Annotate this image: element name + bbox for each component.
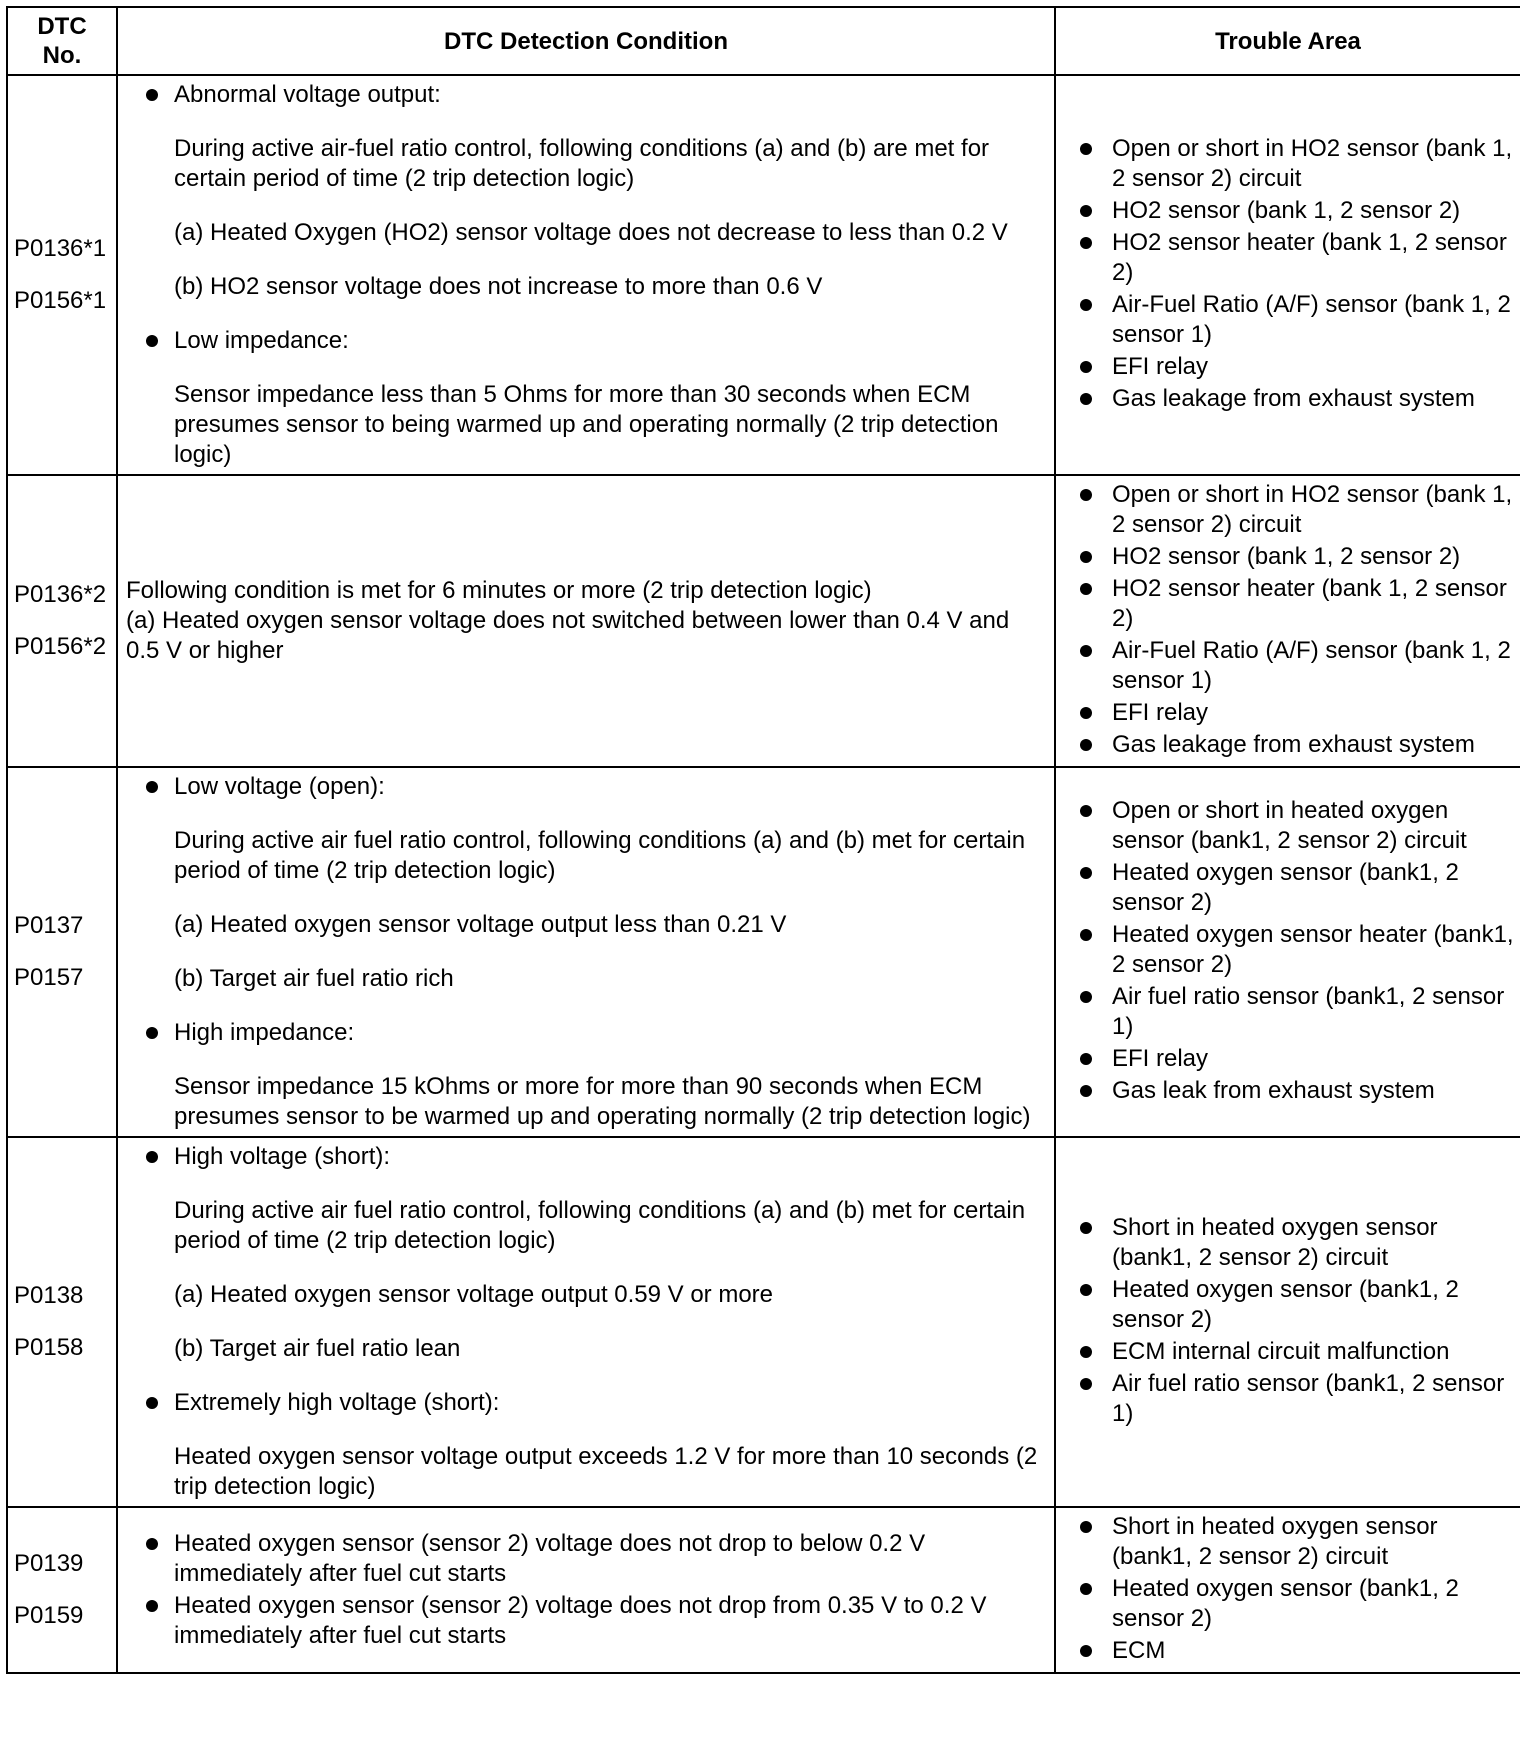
trouble-area-item: Gas leakage from exhaust system [1066, 730, 1514, 760]
trouble-area-item: HO2 sensor (bank 1, 2 sensor 2) [1066, 542, 1514, 572]
condition-bullet: High impedance: [124, 1018, 1048, 1048]
trouble-area-item: Air-Fuel Ratio (A/F) sensor (bank 1, 2 sensor 1) [1066, 290, 1514, 350]
dtc-table-container [6, 6, 1520, 1674]
trouble-area-item: Gas leak from exhaust system [1066, 1076, 1514, 1106]
table-row [7, 1507, 1520, 1673]
trouble-area-item: Short in heated oxygen sensor (bank1, 2 sensor 2) circuit [1066, 1512, 1514, 1572]
trouble-area-list [1066, 796, 1514, 1106]
condition-text: During active air fuel ratio control, following conditions (a) and (b) met for certain period of time (2 trip detection logic) [174, 1197, 1026, 1254]
table-row [7, 75, 1520, 475]
detection-condition-cell [117, 767, 1055, 1137]
condition-text: Following condition is met for 6 minutes or more (2 trip detection logic) [126, 577, 872, 604]
header-dtc-no-label: DTC No. [37, 13, 87, 69]
detection-condition-cell [117, 75, 1055, 475]
dtc-code: P0139 [14, 1550, 84, 1577]
condition-bullet: Low voltage (open): [124, 772, 1048, 802]
trouble-area-cell [1055, 475, 1520, 767]
dtc-code-cell [7, 1507, 117, 1673]
condition-text: (b) Target air fuel ratio lean [174, 1335, 461, 1362]
trouble-area-item: HO2 sensor heater (bank 1, 2 sensor 2) [1066, 228, 1514, 288]
trouble-area-item: Air-Fuel Ratio (A/F) sensor (bank 1, 2 sensor 1) [1066, 636, 1514, 696]
header-trouble-area: Trouble Area [1055, 7, 1520, 75]
dtc-code-cell [7, 767, 117, 1137]
trouble-area-list [1066, 134, 1514, 414]
trouble-area-item: Heated oxygen sensor (bank1, 2 sensor 2) [1066, 1275, 1514, 1335]
condition-text: During active air fuel ratio control, following conditions (a) and (b) met for certain period of time (2 trip detection logic) [174, 827, 1026, 884]
trouble-area-item: Open or short in heated oxygen sensor (bank1, 2 sensor 2) circuit [1066, 796, 1514, 856]
condition-bullet: Abnormal voltage output: [124, 80, 1048, 110]
dtc-code-cell [7, 1137, 117, 1507]
trouble-area-item: Air fuel ratio sensor (bank1, 2 sensor 1) [1066, 982, 1514, 1042]
trouble-area-item: Open or short in HO2 sensor (bank 1, 2 sensor 2) circuit [1066, 480, 1514, 540]
dtc-code: P0138 [14, 1282, 84, 1309]
trouble-area-item: Heated oxygen sensor (bank1, 2 sensor 2) [1066, 858, 1514, 918]
detection-condition-cell [117, 475, 1055, 767]
trouble-area-item: Air fuel ratio sensor (bank1, 2 sensor 1) [1066, 1369, 1514, 1429]
dtc-code: P0159 [14, 1602, 84, 1629]
trouble-area-list [1066, 1512, 1514, 1666]
dtc-table [6, 6, 1520, 1674]
condition-bullet: Heated oxygen sensor (sensor 2) voltage does not drop from 0.35 V to 0.2 V immediately after fuel cut starts [124, 1591, 1048, 1651]
table-row [7, 767, 1520, 1137]
dtc-code: P0136*1 [14, 235, 107, 262]
condition-text: (a) Heated oxygen sensor voltage output 0.59 V or more [174, 1281, 774, 1308]
trouble-area-item: Gas leakage from exhaust system [1066, 384, 1514, 414]
trouble-area-item: Open or short in HO2 sensor (bank 1, 2 sensor 2) circuit [1066, 134, 1514, 194]
header-detection-condition: DTC Detection Condition [117, 7, 1055, 75]
condition-text: Sensor impedance less than 5 Ohms for more than 30 seconds when ECM presumes sensor to being warmed up and operating normally (2 trip detection logic) [174, 381, 999, 468]
condition-bullet: Low impedance: [124, 326, 1048, 356]
condition-text: (a) Heated oxygen sensor voltage does not switched between lower than 0.4 V and 0.5 V or higher [126, 607, 1010, 664]
header-dtc-no [7, 7, 117, 75]
table-body [7, 75, 1520, 1673]
trouble-area-item: HO2 sensor heater (bank 1, 2 sensor 2) [1066, 574, 1514, 634]
trouble-area-item: ECM [1066, 1636, 1514, 1666]
condition-text: (b) Target air fuel ratio rich [174, 965, 454, 992]
condition-text: (b) HO2 sensor voltage does not increase to more than 0.6 V [174, 273, 823, 300]
dtc-code: P0156*1 [14, 287, 107, 314]
dtc-code: P0157 [14, 964, 84, 991]
condition-bullet: High voltage (short): [124, 1142, 1048, 1172]
condition-text: Heated oxygen sensor voltage output exceeds 1.2 V for more than 10 seconds (2 trip detection logic) [174, 1443, 1038, 1500]
condition-text: Sensor impedance 15 kOhms or more for more than 90 seconds when ECM presumes sensor to be warmed up and operating normally (2 trip detection logic) [174, 1073, 1031, 1130]
trouble-area-cell [1055, 1507, 1520, 1673]
table-row [7, 1137, 1520, 1507]
condition-text: (a) Heated oxygen sensor voltage output less than 0.21 V [174, 911, 787, 938]
trouble-area-cell [1055, 767, 1520, 1137]
trouble-area-item: HO2 sensor (bank 1, 2 sensor 2) [1066, 196, 1514, 226]
dtc-code: P0137 [14, 912, 84, 939]
condition-bullet: Extremely high voltage (short): [124, 1388, 1048, 1418]
trouble-area-list [1066, 1213, 1514, 1429]
dtc-code-cell [7, 75, 117, 475]
dtc-code: P0156*2 [14, 633, 107, 660]
trouble-area-item: EFI relay [1066, 698, 1514, 728]
dtc-code: P0158 [14, 1334, 84, 1361]
trouble-area-cell [1055, 75, 1520, 475]
trouble-area-item: Short in heated oxygen sensor (bank1, 2 sensor 2) circuit [1066, 1213, 1514, 1273]
trouble-area-list [1066, 480, 1514, 760]
trouble-area-cell [1055, 1137, 1520, 1507]
trouble-area-item: EFI relay [1066, 1044, 1514, 1074]
condition-text: During active air-fuel ratio control, following conditions (a) and (b) are met for certain period of time (2 trip detection logic) [174, 135, 990, 192]
trouble-area-item: ECM internal circuit malfunction [1066, 1337, 1514, 1367]
detection-condition-cell [117, 1507, 1055, 1673]
trouble-area-item: Heated oxygen sensor heater (bank1, 2 sensor 2) [1066, 920, 1514, 980]
dtc-code: P0136*2 [14, 581, 107, 608]
table-header-row [7, 7, 1520, 75]
condition-text: (a) Heated Oxygen (HO2) sensor voltage does not decrease to less than 0.2 V [174, 219, 1008, 246]
trouble-area-item: Heated oxygen sensor (bank1, 2 sensor 2) [1066, 1574, 1514, 1634]
table-row [7, 475, 1520, 767]
condition-bullet: Heated oxygen sensor (sensor 2) voltage does not drop to below 0.2 V immediately after fuel cut starts [124, 1529, 1048, 1589]
trouble-area-item: EFI relay [1066, 352, 1514, 382]
dtc-code-cell [7, 475, 117, 767]
detection-condition-cell [117, 1137, 1055, 1507]
